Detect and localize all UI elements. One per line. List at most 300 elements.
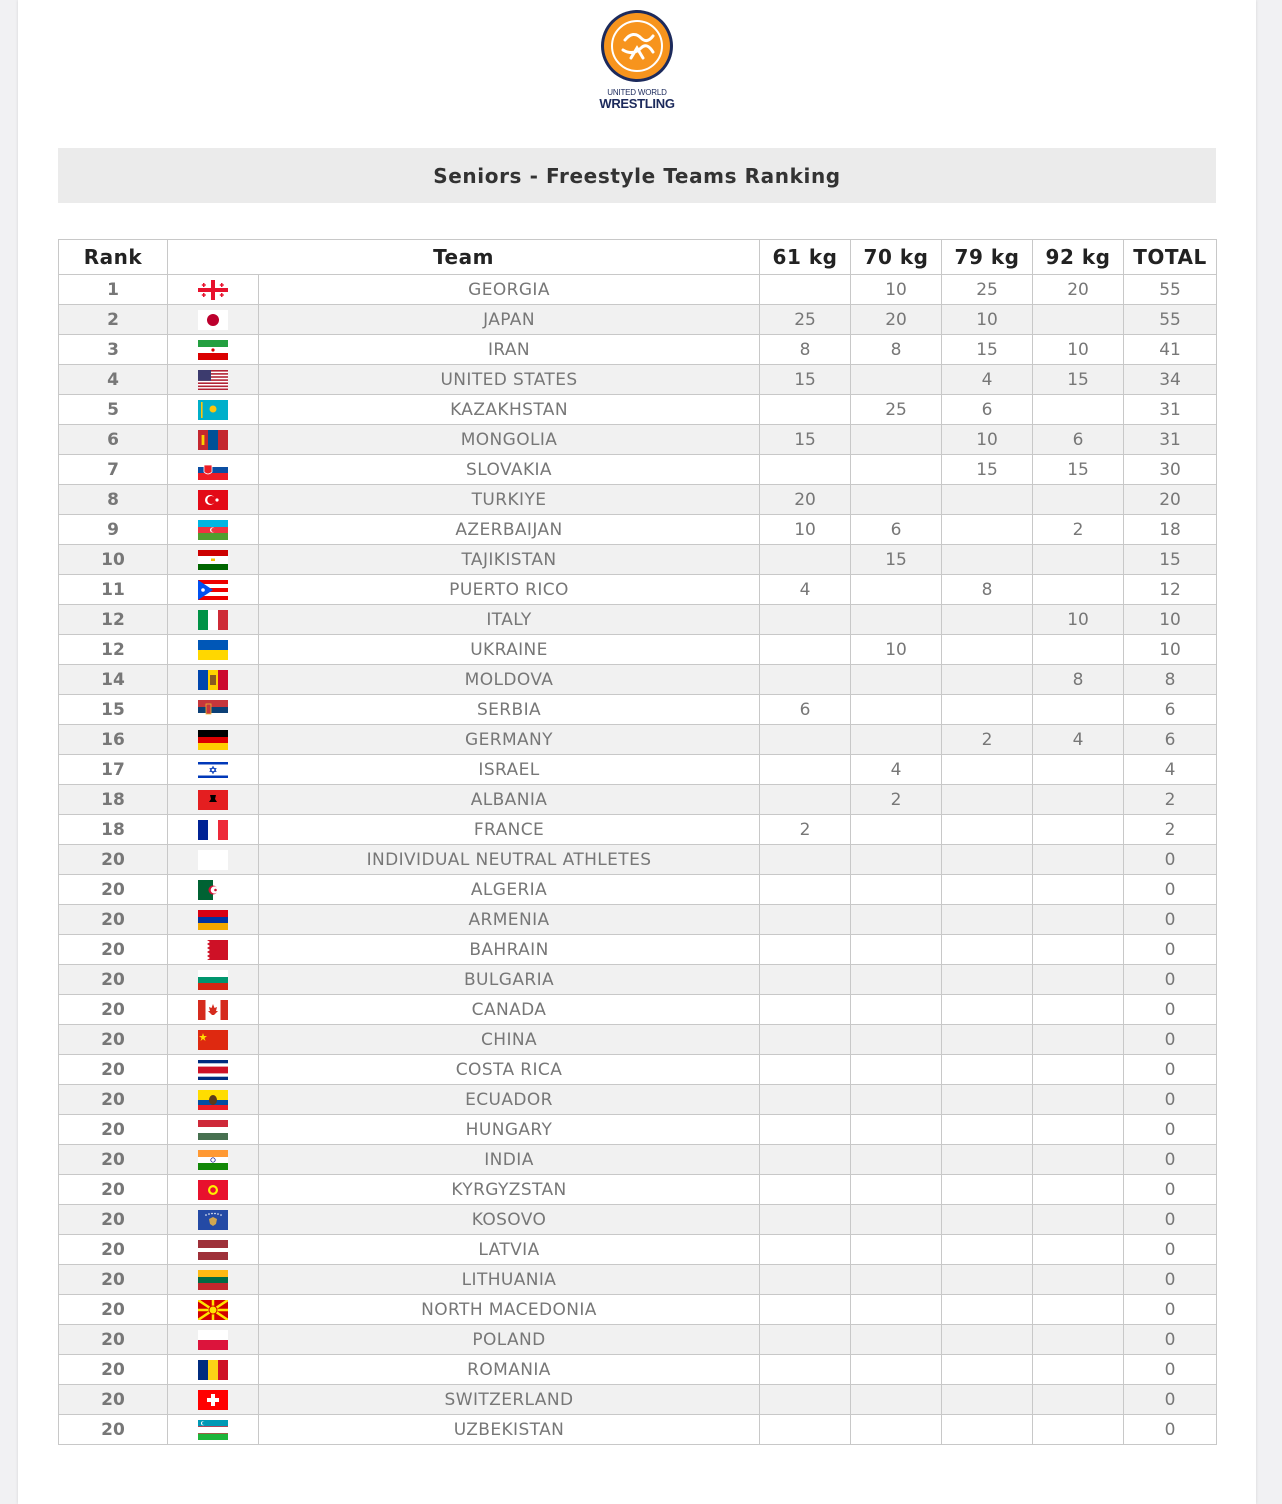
germany-flag-icon (198, 730, 228, 750)
score-79kg (942, 605, 1033, 635)
score-70kg (851, 1145, 942, 1175)
score-61kg (760, 1295, 851, 1325)
score-92kg (1033, 995, 1124, 1025)
score-92kg (1033, 965, 1124, 995)
score-61kg (760, 665, 851, 695)
flag-cell (168, 1355, 259, 1385)
score-79kg (942, 785, 1033, 815)
rank: 20 (59, 1235, 168, 1265)
score-79kg (942, 1205, 1033, 1235)
score-92kg: 8 (1033, 665, 1124, 695)
table-row (59, 695, 1217, 725)
score-79kg: 2 (942, 725, 1033, 755)
rank: 20 (59, 1025, 168, 1055)
score-61kg: 25 (760, 305, 851, 335)
score-61kg: 10 (760, 515, 851, 545)
score-61kg (760, 845, 851, 875)
score-92kg (1033, 1295, 1124, 1325)
rank: 16 (59, 725, 168, 755)
rank: 12 (59, 605, 168, 635)
score-61kg (760, 725, 851, 755)
table-row (59, 845, 1217, 875)
score-61kg (760, 1115, 851, 1145)
table-row (59, 995, 1217, 1025)
score-79kg (942, 1175, 1033, 1205)
score-61kg (760, 1355, 851, 1385)
kazakhstan-flag-icon (198, 400, 228, 420)
flag-cell (168, 455, 259, 485)
score-92kg (1033, 905, 1124, 935)
ukraine-flag-icon (198, 640, 228, 660)
score-92kg (1033, 1025, 1124, 1055)
flag-cell (168, 935, 259, 965)
flag-cell (168, 995, 259, 1025)
score-total: 0 (1124, 1265, 1217, 1295)
score-61kg: 4 (760, 575, 851, 605)
score-92kg (1033, 1175, 1124, 1205)
flag-cell (168, 965, 259, 995)
flag-cell (168, 365, 259, 395)
score-total: 20 (1124, 485, 1217, 515)
score-92kg (1033, 785, 1124, 815)
flag-cell (168, 785, 259, 815)
score-79kg: 15 (942, 335, 1033, 365)
score-79kg (942, 1055, 1033, 1085)
score-70kg (851, 1325, 942, 1355)
flag-cell (168, 1055, 259, 1085)
score-70kg: 10 (851, 635, 942, 665)
score-92kg (1033, 1055, 1124, 1085)
score-total: 0 (1124, 995, 1217, 1025)
team-name: ALGERIA (259, 875, 760, 905)
score-70kg: 8 (851, 335, 942, 365)
score-70kg (851, 935, 942, 965)
score-total: 0 (1124, 1055, 1217, 1085)
score-61kg (760, 395, 851, 425)
score-79kg: 4 (942, 365, 1033, 395)
score-total: 4 (1124, 755, 1217, 785)
score-92kg: 15 (1033, 365, 1124, 395)
team-name: SWITZERLAND (259, 1385, 760, 1415)
flag-cell (168, 665, 259, 695)
team-name: ROMANIA (259, 1355, 760, 1385)
score-70kg: 6 (851, 515, 942, 545)
score-total: 6 (1124, 725, 1217, 755)
score-79kg (942, 485, 1033, 515)
score-total: 0 (1124, 1145, 1217, 1175)
israel-flag-icon (198, 760, 228, 780)
team-name: POLAND (259, 1325, 760, 1355)
score-70kg (851, 1415, 942, 1445)
score-92kg (1033, 1355, 1124, 1385)
page-title: Seniors - Freestyle Teams Ranking (433, 163, 841, 188)
team-name: TAJIKISTAN (259, 545, 760, 575)
rank: 20 (59, 1355, 168, 1385)
team-name: ISRAEL (259, 755, 760, 785)
turkiye-flag-icon (198, 490, 228, 510)
table-row (59, 1145, 1217, 1175)
flag-cell (168, 1025, 259, 1055)
score-92kg (1033, 1265, 1124, 1295)
score-total: 41 (1124, 335, 1217, 365)
score-92kg (1033, 1085, 1124, 1115)
rank: 17 (59, 755, 168, 785)
hungary-flag-icon (198, 1120, 228, 1140)
score-total: 30 (1124, 455, 1217, 485)
score-61kg (760, 275, 851, 305)
table-row (59, 455, 1217, 485)
score-70kg (851, 1175, 942, 1205)
team-name: SLOVAKIA (259, 455, 760, 485)
rank: 1 (59, 275, 168, 305)
table-row (59, 1295, 1217, 1325)
table-row (59, 335, 1217, 365)
team-name: ECUADOR (259, 1085, 760, 1115)
score-total: 34 (1124, 365, 1217, 395)
score-70kg (851, 575, 942, 605)
team-name: ITALY (259, 605, 760, 635)
slovakia-flag-icon (198, 460, 228, 480)
score-total: 31 (1124, 425, 1217, 455)
table-row (59, 815, 1217, 845)
ranking-page (18, 0, 1256, 1504)
table-row (59, 875, 1217, 905)
score-total: 12 (1124, 575, 1217, 605)
title-bar (58, 148, 1216, 203)
score-61kg: 15 (760, 425, 851, 455)
rank: 2 (59, 305, 168, 335)
logo-line-2: WRESTLING (599, 96, 675, 111)
score-79kg (942, 1355, 1033, 1385)
ranking-table (58, 239, 1217, 1445)
score-70kg (851, 965, 942, 995)
team-name: UKRAINE (259, 635, 760, 665)
score-70kg (851, 695, 942, 725)
rank: 20 (59, 1325, 168, 1355)
score-79kg (942, 1265, 1033, 1295)
score-61kg (760, 1175, 851, 1205)
score-total: 55 (1124, 305, 1217, 335)
score-70kg (851, 1355, 942, 1385)
flag-cell (168, 1265, 259, 1295)
flag-cell (168, 425, 259, 455)
score-61kg (760, 965, 851, 995)
flag-cell (168, 1385, 259, 1415)
score-79kg (942, 515, 1033, 545)
table-row (59, 605, 1217, 635)
score-79kg (942, 1025, 1033, 1055)
rank: 20 (59, 1085, 168, 1115)
score-total: 0 (1124, 935, 1217, 965)
score-92kg (1033, 545, 1124, 575)
score-79kg (942, 875, 1033, 905)
flag-cell (168, 845, 259, 875)
rank: 14 (59, 665, 168, 695)
flag-cell (168, 335, 259, 365)
team-name: INDIVIDUAL NEUTRAL ATHLETES (259, 845, 760, 875)
table-row (59, 1265, 1217, 1295)
score-79kg: 10 (942, 305, 1033, 335)
table-row (59, 425, 1217, 455)
rank: 8 (59, 485, 168, 515)
flag-cell (168, 275, 259, 305)
serbia-flag-icon (198, 700, 228, 720)
score-70kg: 20 (851, 305, 942, 335)
table-row (59, 785, 1217, 815)
flag-cell (168, 1115, 259, 1145)
uzbekistan-flag-icon (198, 1420, 228, 1440)
rank: 20 (59, 935, 168, 965)
score-61kg (760, 605, 851, 635)
score-61kg (760, 1385, 851, 1415)
score-70kg (851, 485, 942, 515)
score-total: 0 (1124, 1325, 1217, 1355)
table-row (59, 965, 1217, 995)
score-61kg: 6 (760, 695, 851, 725)
score-79kg (942, 905, 1033, 935)
score-92kg (1033, 875, 1124, 905)
team-name: BULGARIA (259, 965, 760, 995)
score-61kg (760, 545, 851, 575)
score-92kg: 20 (1033, 275, 1124, 305)
team-name: MOLDOVA (259, 665, 760, 695)
score-total: 18 (1124, 515, 1217, 545)
rank: 20 (59, 1205, 168, 1235)
score-70kg (851, 425, 942, 455)
score-70kg: 4 (851, 755, 942, 785)
score-79kg (942, 845, 1033, 875)
score-79kg (942, 965, 1033, 995)
score-79kg (942, 665, 1033, 695)
score-70kg (851, 455, 942, 485)
flag-cell (168, 635, 259, 665)
table-row (59, 1415, 1217, 1445)
score-79kg: 25 (942, 275, 1033, 305)
kosovo-flag-icon (198, 1210, 228, 1230)
score-70kg (851, 1025, 942, 1055)
score-61kg: 20 (760, 485, 851, 515)
score-92kg (1033, 935, 1124, 965)
flag-cell (168, 515, 259, 545)
flag-cell (168, 905, 259, 935)
score-79kg: 15 (942, 455, 1033, 485)
flag-cell (168, 1295, 259, 1325)
table-row (59, 575, 1217, 605)
team-name: KAZAKHSTAN (259, 395, 760, 425)
table-row (59, 275, 1217, 305)
score-61kg (760, 785, 851, 815)
moldova-flag-icon (198, 670, 228, 690)
score-79kg (942, 1115, 1033, 1145)
score-79kg (942, 545, 1033, 575)
score-92kg (1033, 575, 1124, 605)
score-79kg (942, 1145, 1033, 1175)
albania-flag-icon (198, 790, 228, 810)
score-92kg (1033, 845, 1124, 875)
table-row (59, 665, 1217, 695)
table-row (59, 1025, 1217, 1055)
team-name: UNITED STATES (259, 365, 760, 395)
team-name: UZBEKISTAN (259, 1415, 760, 1445)
table-row (59, 1385, 1217, 1415)
score-92kg (1033, 635, 1124, 665)
header-61kg: 61 kg (760, 240, 851, 275)
rank: 12 (59, 635, 168, 665)
rank: 6 (59, 425, 168, 455)
score-79kg (942, 1235, 1033, 1265)
flag-cell (168, 1205, 259, 1235)
score-70kg (851, 815, 942, 845)
score-79kg (942, 1415, 1033, 1445)
score-92kg (1033, 695, 1124, 725)
score-70kg: 2 (851, 785, 942, 815)
score-92kg (1033, 815, 1124, 845)
team-name: AZERBAIJAN (259, 515, 760, 545)
score-total: 31 (1124, 395, 1217, 425)
score-92kg (1033, 485, 1124, 515)
score-total: 0 (1124, 1115, 1217, 1145)
united-states-flag-icon (198, 370, 228, 390)
score-92kg: 6 (1033, 425, 1124, 455)
score-92kg: 4 (1033, 725, 1124, 755)
score-92kg (1033, 1325, 1124, 1355)
score-total: 0 (1124, 1355, 1217, 1385)
rank: 9 (59, 515, 168, 545)
score-70kg (851, 1085, 942, 1115)
score-79kg: 8 (942, 575, 1033, 605)
score-92kg: 15 (1033, 455, 1124, 485)
score-total: 0 (1124, 1415, 1217, 1445)
italy-flag-icon (198, 610, 228, 630)
logo-line-1: UNITED WORLD (607, 88, 667, 97)
china-flag-icon (198, 1030, 228, 1050)
rank: 20 (59, 875, 168, 905)
score-61kg (760, 875, 851, 905)
table-row (59, 755, 1217, 785)
table-row (59, 545, 1217, 575)
score-92kg (1033, 755, 1124, 785)
score-total: 0 (1124, 1175, 1217, 1205)
team-name: MONGOLIA (259, 425, 760, 455)
rank: 3 (59, 335, 168, 365)
flag-cell (168, 1085, 259, 1115)
score-61kg: 8 (760, 335, 851, 365)
score-70kg: 15 (851, 545, 942, 575)
score-79kg (942, 695, 1033, 725)
team-name: BAHRAIN (259, 935, 760, 965)
team-name: KYRGYZSTAN (259, 1175, 760, 1205)
score-total: 15 (1124, 545, 1217, 575)
team-name: GERMANY (259, 725, 760, 755)
flag-cell (168, 485, 259, 515)
blank-flag-icon (198, 850, 228, 870)
uww-logo (599, 10, 675, 110)
rank: 11 (59, 575, 168, 605)
ecuador-flag-icon (198, 1090, 228, 1110)
score-61kg: 15 (760, 365, 851, 395)
score-61kg (760, 1415, 851, 1445)
score-total: 2 (1124, 815, 1217, 845)
switzerland-flag-icon (198, 1390, 228, 1410)
table-row (59, 365, 1217, 395)
canada-flag-icon (198, 1000, 228, 1020)
table-row (59, 725, 1217, 755)
france-flag-icon (198, 820, 228, 840)
score-79kg (942, 1385, 1033, 1415)
score-total: 0 (1124, 845, 1217, 875)
score-total: 0 (1124, 875, 1217, 905)
rank: 15 (59, 695, 168, 725)
score-70kg (851, 1235, 942, 1265)
rank: 5 (59, 395, 168, 425)
rank: 20 (59, 1115, 168, 1145)
latvia-flag-icon (198, 1240, 228, 1260)
romania-flag-icon (198, 1360, 228, 1380)
score-61kg (760, 455, 851, 485)
rank: 20 (59, 995, 168, 1025)
team-name: PUERTO RICO (259, 575, 760, 605)
score-total: 0 (1124, 1025, 1217, 1055)
score-70kg (851, 905, 942, 935)
japan-flag-icon (198, 310, 228, 330)
score-70kg (851, 665, 942, 695)
flag-cell (168, 695, 259, 725)
score-70kg (851, 1115, 942, 1145)
rank: 20 (59, 1145, 168, 1175)
flag-cell (168, 875, 259, 905)
header-total: TOTAL (1124, 240, 1217, 275)
score-total: 0 (1124, 1385, 1217, 1415)
score-total: 0 (1124, 1205, 1217, 1235)
score-61kg (760, 1265, 851, 1295)
score-79kg (942, 935, 1033, 965)
score-61kg (760, 1145, 851, 1175)
rank: 4 (59, 365, 168, 395)
score-70kg (851, 365, 942, 395)
score-79kg (942, 995, 1033, 1025)
table-row (59, 1055, 1217, 1085)
score-total: 6 (1124, 695, 1217, 725)
team-name: LITHUANIA (259, 1265, 760, 1295)
score-79kg (942, 755, 1033, 785)
flag-cell (168, 605, 259, 635)
score-70kg (851, 1385, 942, 1415)
score-70kg (851, 875, 942, 905)
header-team: Team (168, 240, 760, 275)
score-61kg (760, 1205, 851, 1235)
score-70kg (851, 845, 942, 875)
flag-cell (168, 305, 259, 335)
score-total: 8 (1124, 665, 1217, 695)
team-name: SERBIA (259, 695, 760, 725)
score-79kg: 10 (942, 425, 1033, 455)
score-70kg (851, 605, 942, 635)
score-70kg (851, 1205, 942, 1235)
table-row (59, 1175, 1217, 1205)
score-total: 10 (1124, 605, 1217, 635)
flag-cell (168, 725, 259, 755)
rank: 20 (59, 1295, 168, 1325)
mongolia-flag-icon (198, 430, 228, 450)
flag-cell (168, 1415, 259, 1445)
table-row (59, 1115, 1217, 1145)
score-92kg (1033, 1415, 1124, 1445)
score-70kg (851, 1295, 942, 1325)
score-61kg: 2 (760, 815, 851, 845)
table-row (59, 515, 1217, 545)
rank: 20 (59, 845, 168, 875)
azerbaijan-flag-icon (198, 520, 228, 540)
